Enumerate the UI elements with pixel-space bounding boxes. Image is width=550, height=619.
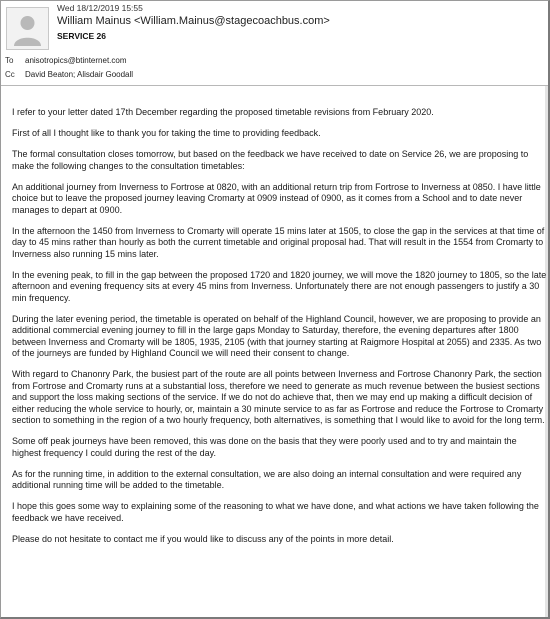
- person-silhouette-icon: [7, 8, 48, 49]
- sender-avatar[interactable]: [6, 7, 49, 50]
- email-date: Wed 18/12/2019 15:55: [57, 3, 143, 13]
- body-paragraph: First of all I thought like to thank you for taking the time to providing feedback.: [12, 128, 321, 138]
- body-paragraph: I refer to your letter dated 17th December regarding the proposed timetable revisions from February 2020.: [12, 107, 434, 117]
- body-paragraph: Please do not hesitate to contact me if you would like to discuss any of the points in more detail.: [12, 533, 394, 544]
- cc-recipients[interactable]: David Beaton; Alisdair Goodall: [25, 70, 134, 79]
- header-divider: [1, 85, 548, 86]
- email-sender[interactable]: William Mainus <William.Mainus@stagecoachbus.com>: [57, 15, 330, 27]
- body-paragraph: With regard to Chanonry Park, the busiest part of the route are all points between Inverness and Fortrose Chanonry Park, the section from Fortrose and Cromarty runs at a substantial loss, therefore we need to generate as much revenue between the busiest sections and support the loss making sections of the service. If we do not do achieve that, then we may end up making a difficult decision of either reducing the whole service to hourly, or, maintain a 30 minute service to as far as Fortrose and reduce the Fortrose to Cromarty section to something in the region of a two hourly frequency, both alternatives, is something that I would like to avoid for the long term.: [12, 369, 545, 425]
- email-header: [1, 1, 548, 85]
- to-label: To: [5, 56, 14, 65]
- body-paragraph: An additional journey from Inverness to Fortrose at 0820, with an additional return trip from Fortrose to Inverness at 0850. I have little choice but to leave the proposed journey leaving Cromarty at 0909 instead of 0900, as it comes from a School and to date never manages to depart at 0900.: [12, 181, 541, 215]
- body-paragraph: In the afternoon the 1450 from Inverness to Cromarty will operate 15 mins later at 1505, to close the gap in the services at that time of day to 45 mins rather than hourly as both the current timetable and original proposal had. That will result in the 1554 from Cromarty to Inverness also running 15 mins later.: [12, 225, 545, 259]
- to-recipient[interactable]: anisotropics@btinternet.com: [25, 56, 127, 65]
- body-paragraph: I hope this goes some way to explaining some of the reasoning to what we have done, and what actions we have taken following the feedback we have received.: [12, 501, 539, 523]
- cc-label: Cc: [5, 70, 15, 79]
- email-subject: SERVICE 26: [57, 31, 106, 41]
- body-paragraph: In the evening peak, to fill in the gap between the proposed 1720 and 1820 journey, we will move the 1820 journey to 1805, so the late afternoon and evening frequency sits at every 45 mins from Inverness. Unfortunately there are not enough passengers to justify a 30 min frequency.: [12, 269, 547, 303]
- body-paragraph: As for the running time, in addition to the external consultation, we are also doing an internal consultation and were required any additional running time will be added to the timetable.: [12, 468, 522, 490]
- body-paragraph: The formal consultation closes tomorrow, but based on the feedback we have received to date on Service 26, we are proposing to make the following changes to the consultation timetables:: [12, 149, 529, 171]
- body-paragraph: During the later evening period, the timetable is operated on behalf of the Highland Council, however, we are proposing to provide an additional commercial evening journey to fill in the large gaps Monday to Saturday, therefore, the evening departures after 1800 between Inverness and Cromarty will be 1805, 1935, 2105 (with that journey starting at Raigmore Hospital at 2055) and 2335. As two of the journeys are funded by Highland Council we will need their consent to change.: [12, 313, 542, 358]
- body-paragraph: Some off peak journeys have been removed, this was done on the basis that they were poorly used and to try and maintain the highest frequency I could during the rest of the day.: [12, 436, 517, 458]
- email-body: [12, 107, 547, 555]
